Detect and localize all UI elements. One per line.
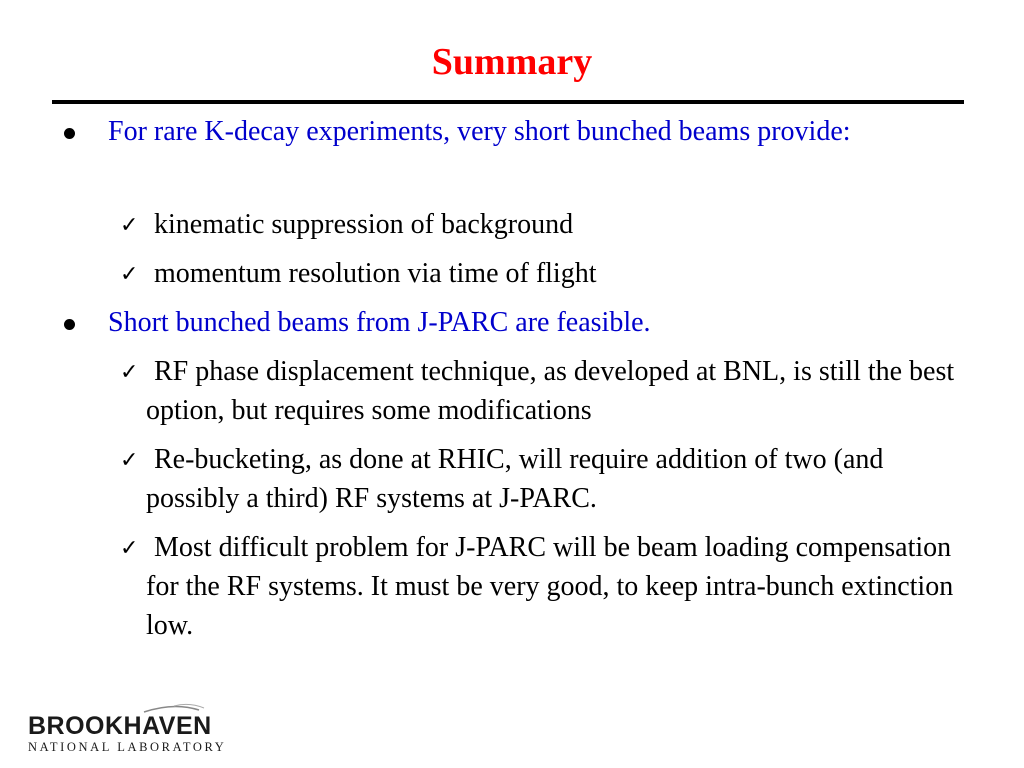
bullet-dot-icon (64, 319, 75, 330)
subitem-text: kinematic suppression of background (154, 209, 574, 240)
slide-title: Summary (431, 41, 593, 83)
bullet-text: Short bunched beams from J-PARC are feasible. (108, 307, 651, 338)
checkmark-icon: ✓ (120, 359, 139, 384)
subitem-text: RF phase displacement technique, as developed at BNL, is still the best option, but requires some modifications (146, 356, 955, 426)
subitem-text: momentum resolution via time of flight (154, 258, 597, 289)
brookhaven-logo (24, 702, 254, 764)
logo-name: BROOKHAVEN (28, 712, 212, 740)
subitem-text: Most difficult problem for J-PARC will be beam loading compensation for the RF systems. It must be very good, to keep intra-bunch extinction low. (146, 532, 954, 641)
bullet-dot-icon (64, 128, 75, 139)
checkmark-icon: ✓ (120, 261, 139, 286)
subitem-text: Re-bucketing, as done at RHIC, will require addition of two (and possibly a third) RF systems at J-PARC. (146, 444, 884, 514)
title-rule (52, 100, 964, 104)
checkmark-icon: ✓ (120, 447, 139, 472)
logo-subtitle: NATIONAL LABORATORY (28, 740, 227, 754)
checkmark-icon: ✓ (120, 212, 139, 237)
checkmark-icon: ✓ (120, 535, 139, 560)
bullet-text: For rare K-decay experiments, very short bunched beams provide: (108, 116, 851, 147)
